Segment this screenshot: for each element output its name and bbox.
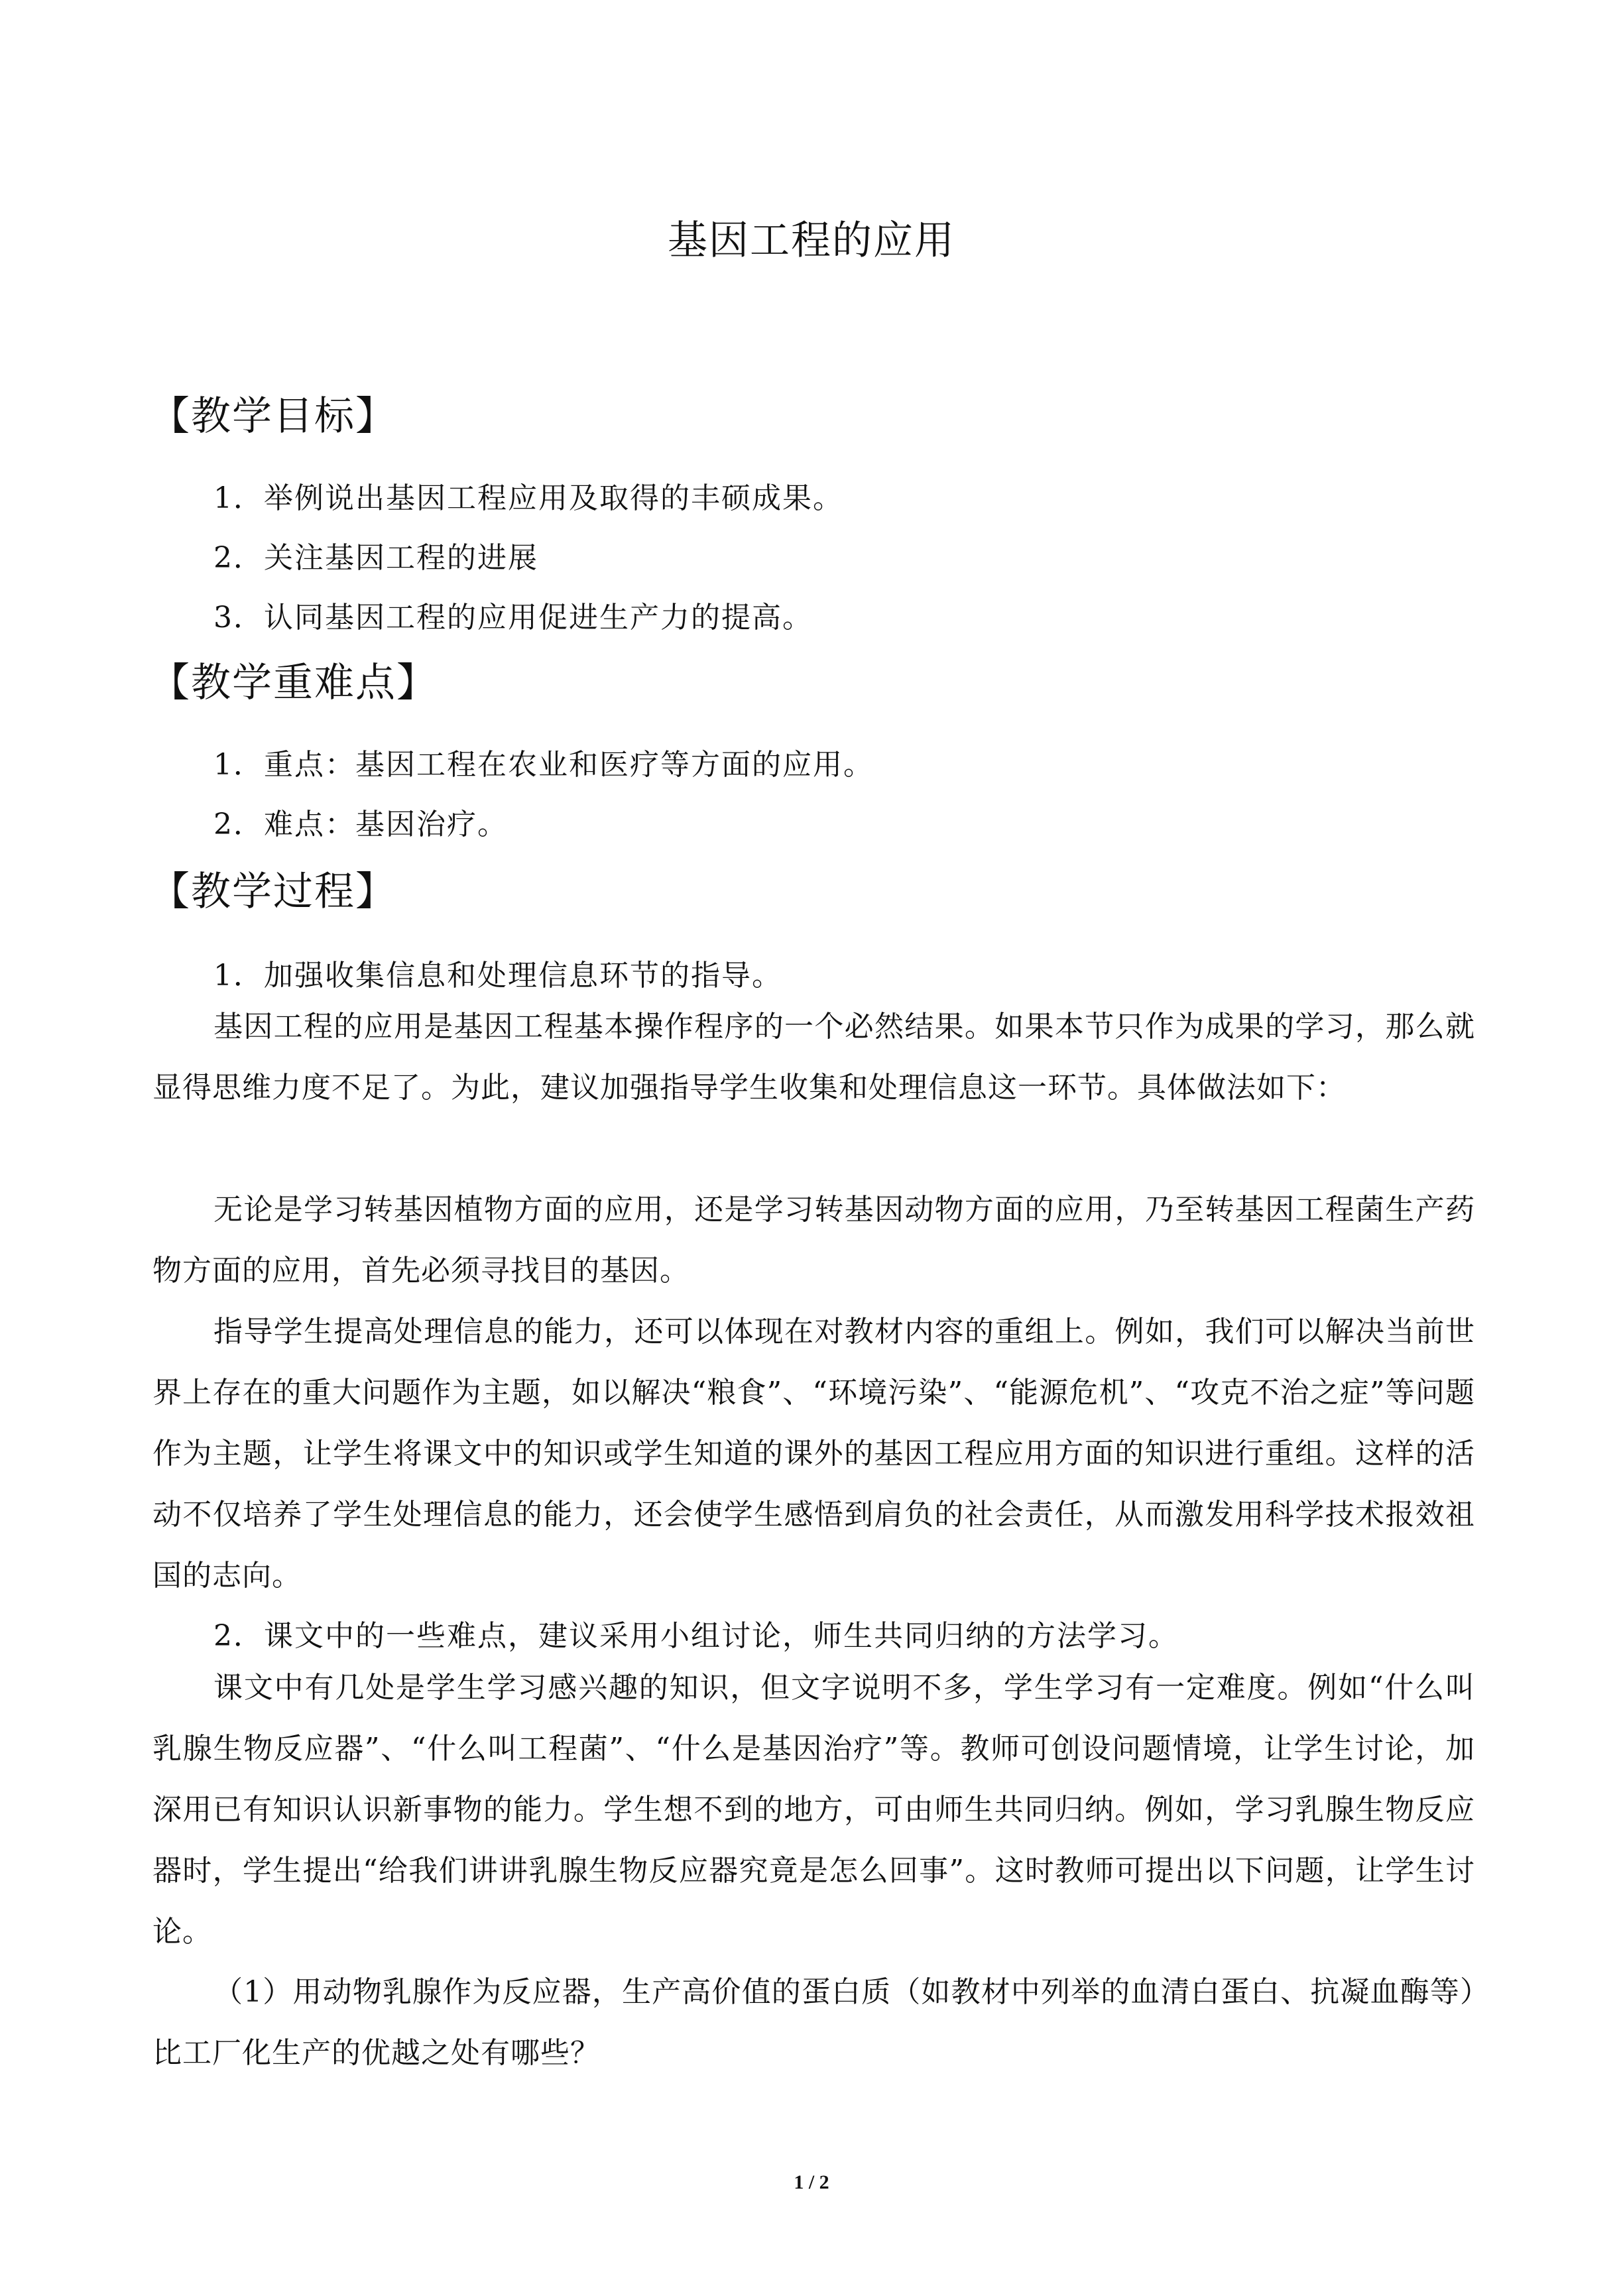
process-step-1: 1．加强收集信息和处理信息环节的指导。 (213, 959, 782, 993)
process-step-2: 2．课文中的一些难点，建议采用小组讨论，师生共同归纳的方法学习。 (213, 1619, 1179, 1653)
body-paragraph-1: 基因工程的应用是基因工程基本操作程序的一个必然结果。如果本节只作为成果的学习，那么就显得思维力度不足了。为此，建议加强指导学生收集和处理信息这一环节。具体做法如下： (152, 1010, 1475, 1105)
key-point-item-2: 2．难点：基因治疗。 (213, 808, 508, 841)
objective-item-1: 1．举例说出基因工程应用及取得的丰硕成果。 (213, 481, 843, 515)
key-point-item-1: 1．重点：基因工程在农业和医疗等方面的应用。 (213, 748, 874, 782)
body-paragraph-step2: 课文中有几处是学生学习感兴趣的知识，但文字说明不多，学生学习有一定难度。例如“什么叫乳腺生物反应器”、“什么叫工程菌”、“什么是基因治疗”等。教师可创设问题情境，让学生讨论，加深用已有知识认识新事物的能力。学生想不到的地方，可由师生共同归纳。例如，学习乳腺生物反应器时，学生提出“给我们讲讲乳腺生物反应器究竟是怎么回事”。这时教师可提出以下问题，让学生讨论。 (152, 1671, 1475, 1949)
body-paragraph-2: 无论是学习转基因植物方面的应用，还是学习转基因动物方面的应用，乃至转基因工程菌生产药物方面的应用，首先必须寻找目的基因。 (152, 1193, 1475, 1288)
section-heading-process: 【教学过程】 (150, 869, 396, 915)
document-title: 基因工程的应用 (668, 217, 955, 264)
section-heading-key-points: 【教学重难点】 (150, 660, 438, 706)
body-paragraph-3: 指导学生提高处理信息的能力，还可以体现在对教材内容的重组上。例如，我们可以解决当前世界上存在的重大问题作为主题，如以解决“粮食”、“环境污染”、“能源危机”、“攻克不治之症”等问题作为主题，让学生将课文中的知识或学生知道的课外的基因工程应用方面的知识进行重组。这样的活动不仅培养了学生处理信息的能力，还会使学生感悟到肩负的社会责任，从而激发用科学技术报效祖国的志向。 (152, 1315, 1475, 1593)
objective-item-2: 2．关注基因工程的进展 (213, 541, 538, 575)
page-number: 1 / 2 (794, 2171, 829, 2193)
objective-item-3: 3．认同基因工程的应用促进生产力的提高。 (213, 601, 813, 634)
question-1: （1）用动物乳腺作为反应器，生产高价值的蛋白质（如教材中列举的血清白蛋白、抗凝血酶等）比工厂化生产的优越之处有哪些？ (152, 1975, 1475, 2070)
section-heading-objectives: 【教学目标】 (150, 393, 396, 440)
